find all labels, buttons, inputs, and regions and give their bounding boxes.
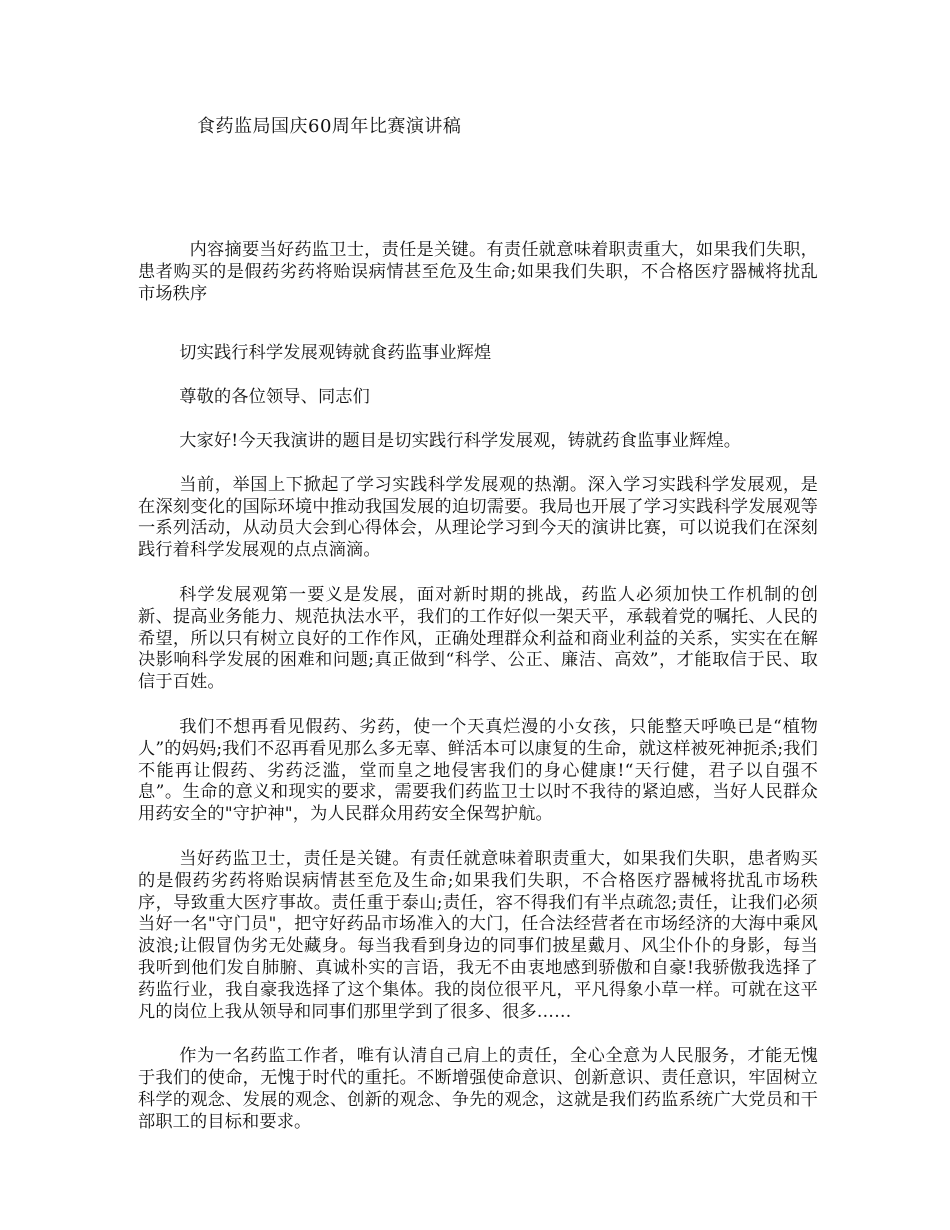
paragraph-greeting: 大家好!今天我演讲的题目是切实践行科学发展观，铸就药食监事业辉煌。 xyxy=(179,430,742,451)
document-body xyxy=(138,240,818,1157)
paragraph-current: 当前，举国上下掀起了学习实践科学发展观的热潮。深入学习实践科学发展观，是在深刻变化的国际环境中推动我国发展的迫切需要。我局也开展了学习实践科学发展观等一系列活动，从动员大会到心得体会，从理论学习到今天的演讲比赛，可以说我们在深刻践行着科学发展观的点点滴滴。 xyxy=(138,474,818,561)
document-title: 食药监局国庆60周年比赛演讲稿 xyxy=(197,116,462,137)
speech-heading: 切实践行科学发展观铸就食药监事业辉煌 xyxy=(179,343,492,364)
paragraph-responsibility: 当好药监卫士，责任是关键。有责任就意味着职责重大，如果我们失职，患者购买的是假药劣药将贻误病情甚至危及生命;如果我们失职，不合格医疗器械将扰乱市场秩序，导致重大医疗事故。责任重于泰山;责任，容不得我们有半点疏忽;责任，让我们必须当好一名"守门员"，把守好药品市场准入的大门，任合法经营者在市场经济的大海中乘风波浪;让假冒伪劣无处藏身。每当我看到身边的同事们披星戴月、风尘仆仆的身影，每当我听到他们发自肺腑、真诚朴实的言语，我无不由衷地感到骄傲和自豪!我骄傲我选择了药监行业，我自豪我选择了这个集体。我的岗位很平凡，平凡得象小草一样。可就在这平凡的岗位上我从领导和同事们那里学到了很多、很多…… xyxy=(138,848,818,1022)
paragraph-conclusion: 作为一名药监工作者，唯有认清自己肩上的责任，全心全意为人民服务，才能无愧于我们的使命，无愧于时代的重托。不断增强使命意识、创新意识、责任意识，牢固树立科学的观念、发展的观念、创新的观念、争先的观念，这就是我们药监系统广大党员和干部职工的目标和要求。 xyxy=(138,1046,818,1132)
paragraph-development: 科学发展观第一要义是发展，面对新时期的挑战，药监人必须加快工作机制的创新、提高业务能力、规范执法水平，我们的工作好似一架天平，承载着党的嘱托、人民的希望，所以只有树立良好的工作作风，正确处理群众利益和商业利益的关系，实实在在解决影响科学发展的困难和问题;真正做到“科学、公正、廉洁、高效”，才能取信于民、取信于百姓。 xyxy=(138,584,818,693)
abstract-paragraph: 内容摘要当好药监卫士，责任是关键。有责任就意味着职责重大，如果我们失职，患者购买的是假药劣药将贻误病情甚至危及生命;如果我们失职，不合格医疗器械将扰乱市场秩序 xyxy=(138,240,818,304)
salutation: 尊敬的各位领导、同志们 xyxy=(179,387,370,408)
paragraph-fake-drugs: 我们不想再看见假药、劣药，使一个天真烂漫的小女孩，只能整天呼唤已是“植物人”的妈妈;我们不忍再看见那么多无辜、鲜活本可以康复的生命，就这样被死神扼杀;我们不能再让假药、劣药泛滥，堂而皇之地侵害我们的身心健康!“天行健，君子以自强不息”。生命的意义和现实的要求，需要我们药监卫士以时不我待的紧迫感，当好人民群众用药安全的"守护神"，为人民群众用药安全保驾护航。 xyxy=(138,716,818,825)
